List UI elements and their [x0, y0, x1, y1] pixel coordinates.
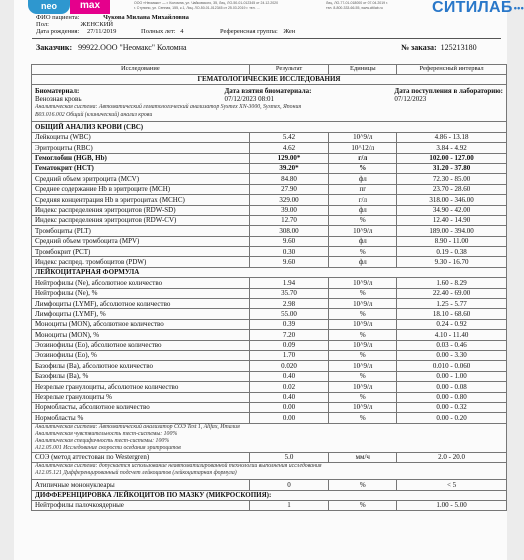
age-value: 4: [180, 28, 184, 35]
band-name: Нейтрофилы палочкоядерные: [32, 500, 250, 510]
diff-title: ДИФФЕРЕНЦИРОВКА ЛЕЙКОЦИТОВ ПО МАЗКУ (МИКРОСКОПИЯ):: [32, 490, 507, 500]
reference-range: 23.70 - 28.60: [397, 184, 507, 194]
citilab-logo: СИТИЛАБ•••: [432, 0, 524, 16]
result-value: 12.70: [249, 215, 329, 225]
table-row: [32, 288, 507, 298]
esr-name: СОЭ (метод аттестован по Westergren): [32, 452, 250, 462]
received-value: 07/12/2023: [394, 95, 427, 104]
reference-range: 4.86 - 13.18: [397, 132, 507, 142]
atyp-note-1: Аналитическая система: допускается использование неавтоматизированной технологии выполнения исследования: [35, 463, 322, 470]
reference-range: 0.00 - 0.32: [397, 402, 507, 412]
table-row: [32, 247, 507, 257]
col-header-units: Единицы: [329, 65, 397, 75]
result-value: 2.98: [249, 299, 329, 309]
result-value: 7.20: [249, 330, 329, 340]
test-name: Средняя концентрация Hb в эритроцитах (MCHC): [32, 195, 250, 205]
table-row: [32, 226, 507, 236]
order-label: № заказа:: [401, 43, 437, 52]
unit-value: пг: [329, 184, 397, 194]
reference-range: 31.20 - 37.80: [397, 163, 507, 173]
test-name: Индекс распределения эритроцитов (RDW-SD): [32, 205, 250, 215]
patient-name: Чукова Милана Михайловна: [103, 14, 189, 21]
table-row: [32, 205, 507, 215]
unit-value: фл: [329, 257, 397, 267]
unit-value: %: [329, 350, 397, 360]
taken-label: Дата взятия биоматериала:: [224, 87, 312, 96]
table-row: [32, 299, 507, 309]
fio-label: ФИО пациента:: [36, 14, 80, 21]
test-name: Нейтрофилы (Ne), %: [32, 288, 250, 298]
unit-value: %: [329, 371, 397, 381]
biomaterial-label: Биоматериал:: [35, 87, 80, 96]
band-result: 1: [249, 500, 329, 510]
birth-date: 27/11/2019: [86, 28, 117, 35]
order-number: 125213180: [440, 43, 477, 52]
table-row: [32, 163, 507, 173]
reference-range: 34.90 - 42.00: [397, 205, 507, 215]
biomaterial-value: Венозная кровь: [35, 95, 82, 104]
unit-value: %: [329, 392, 397, 402]
test-name: Индекс распред. тромбоцитов (PDW): [32, 257, 250, 267]
result-value: 39.20*: [249, 163, 329, 173]
table-header-row: [32, 65, 507, 75]
result-value: 0.00: [249, 413, 329, 423]
unit-value: 10^9/л: [329, 361, 397, 371]
esr-unit: мм/ч: [329, 452, 397, 462]
table-row: [32, 392, 507, 402]
atyp-unit: %: [329, 480, 397, 490]
test-name: Средний объем тромбоцита (MPV): [32, 236, 250, 246]
age-field: [141, 28, 183, 36]
band-unit: %: [329, 500, 397, 510]
result-value: 27.90: [249, 184, 329, 194]
reference-range: 9.30 - 16.70: [397, 257, 507, 267]
ref-group-field: [220, 28, 295, 36]
unit-value: %: [329, 413, 397, 423]
section-title-row: [32, 75, 507, 85]
table-row: [32, 132, 507, 142]
cbc-title-row: [32, 122, 507, 132]
birth-label: Дата рождения:: [36, 28, 80, 35]
reference-range: 1.60 - 8.29: [397, 278, 507, 288]
esr-notes-row: [32, 423, 507, 452]
atyp-note-2: A12.05.121 Дифференцированный подсчет лейкоцитов (лейкоцитарная формула): [35, 470, 237, 477]
result-value: 0.09: [249, 340, 329, 350]
results-table: [31, 64, 507, 511]
reference-range: 1.25 - 5.77: [397, 299, 507, 309]
esr-note-1: Аналитическая система: Автоматический анализатор СОЭ Test 1, Alifax, Италия: [35, 423, 240, 430]
test-name: Нормобласты %: [32, 413, 250, 423]
table-row: [32, 330, 507, 340]
table-row: [32, 143, 507, 153]
result-value: 35.70: [249, 288, 329, 298]
test-name: Тромбоциты (PLT): [32, 226, 250, 236]
reference-range: 0.00 - 3.30: [397, 350, 507, 360]
biomaterial-cell: [32, 85, 507, 122]
table-row: [32, 413, 507, 423]
unit-value: фл: [329, 205, 397, 215]
patient-birth-row: [36, 28, 116, 36]
table-row: [32, 236, 507, 246]
reference-range: 0.00 - 0.80: [397, 392, 507, 402]
test-name: Индекс распределения эритроцитов (RDW-CV): [32, 215, 250, 225]
unit-value: 10^12/л: [329, 143, 397, 153]
result-value: 1.70: [249, 350, 329, 360]
leuko-title: ЛЕЙКОЦИТАРНАЯ ФОРМУЛА: [32, 267, 507, 277]
reference-range: 18.10 - 68.60: [397, 309, 507, 319]
neo-logo: neo: [28, 0, 70, 14]
result-value: 329.00: [249, 195, 329, 205]
header-address-2: г. Ступино, ул. Сенная, 155, к.1, Лиц. ЛО-50-01-012345 от 25.03.2019 г. тел. ...: [134, 6, 260, 10]
header-license-right: Лиц. ЛО-77-01-018000 от 07.04.2019 г.: [326, 1, 388, 5]
col-header-reference: Референсный интервал: [397, 65, 507, 75]
unit-value: %: [329, 163, 397, 173]
taken-value: 07/12/2023 08:01: [224, 95, 275, 104]
esr-ref: 2.0 - 20.0: [397, 452, 507, 462]
esr-note-4: A12.05.001 Исследование скорости оседания эритроцитов: [35, 444, 181, 451]
table-row: [32, 319, 507, 329]
table-row: [32, 340, 507, 350]
test-name: Нейтрофилы (Ne), абсолютное количество: [32, 278, 250, 288]
section-title: ГЕМАТОЛОГИЧЕСКИЕ ИССЛЕДОВАНИЯ: [32, 75, 507, 85]
customer-label: Заказчик:: [36, 43, 73, 52]
sex-label: Пол:: [36, 21, 49, 28]
analyzer-note: Аналитическая система: Автоматический гематологический анализатор Sysmex XN-3000, Sysmex, Япония: [35, 104, 302, 111]
age-label: Полных лет:: [141, 28, 176, 35]
biomaterial-dates: [35, 87, 503, 103]
order-number-field: [401, 43, 477, 52]
unit-value: %: [329, 215, 397, 225]
result-value: 1.94: [249, 278, 329, 288]
reference-range: 189.00 - 394.00: [397, 226, 507, 236]
reference-range: 3.84 - 4.92: [397, 143, 507, 153]
table-row: [32, 402, 507, 412]
reference-range: 0.00 - 1.00: [397, 371, 507, 381]
test-name: Гемоглобин (HGB, Hb): [32, 153, 250, 163]
test-name: Средний объем эритроцита (MCV): [32, 174, 250, 184]
table-row: [32, 382, 507, 392]
band-row: [32, 500, 507, 510]
cbc-title: ОБЩИЙ АНАЛИЗ КРОВИ (CBC): [32, 122, 507, 132]
table-row: [32, 257, 507, 267]
unit-value: фл: [329, 236, 397, 246]
ref-group-label: Референсная группа:: [220, 28, 278, 35]
table-row: [32, 195, 507, 205]
unit-value: г/л: [329, 195, 397, 205]
test-name: Эритроциты (RBC): [32, 143, 250, 153]
header-divider: [32, 38, 501, 39]
reference-range: 0.03 - 0.46: [397, 340, 507, 350]
test-name: Гематокрит (HCT): [32, 163, 250, 173]
reference-range: 22.40 - 69.00: [397, 288, 507, 298]
result-value: 55.00: [249, 309, 329, 319]
biomaterial-row: [32, 85, 507, 122]
test-name: Тромбокрит (PCT): [32, 247, 250, 257]
test-name: Среднее содержание Hb в эритроците (MCH): [32, 184, 250, 194]
test-name: Базофилы (Ba), %: [32, 371, 250, 381]
result-value: 0.00: [249, 402, 329, 412]
test-name: Базофилы (Ba), абсолютное количество: [32, 361, 250, 371]
header-contacts-right: тел. 8-800-333-66-55, www.citilab.ru: [326, 6, 383, 10]
test-name: Эозинофилы (Eo), %: [32, 350, 250, 360]
result-value: 0.020: [249, 361, 329, 371]
lab-report-page: [14, 0, 524, 560]
col-header-test: Исследование: [32, 65, 250, 75]
table-row: [32, 309, 507, 319]
result-value: 0.40: [249, 371, 329, 381]
reference-range: 0.19 - 0.38: [397, 247, 507, 257]
reference-range: 318.00 - 346.00: [397, 195, 507, 205]
result-value: 129.00*: [249, 153, 329, 163]
reference-range: 4.10 - 11.40: [397, 330, 507, 340]
atyp-row: [32, 480, 507, 490]
unit-value: 10^9/л: [329, 299, 397, 309]
unit-value: фл: [329, 174, 397, 184]
table-row: [32, 371, 507, 381]
esr-row: [32, 452, 507, 462]
unit-value: 10^9/л: [329, 402, 397, 412]
result-value: 0.39: [249, 319, 329, 329]
esr-note-2: Аналитическая чувствительность тест-системы: 100%: [35, 430, 178, 437]
unit-value: 10^9/л: [329, 319, 397, 329]
unit-value: %: [329, 247, 397, 257]
test-name: Моноциты (MON), абсолютное количество: [32, 319, 250, 329]
test-name: Незрелые гранулоциты, абсолютное количество: [32, 382, 250, 392]
unit-value: %: [329, 288, 397, 298]
table-row: [32, 174, 507, 184]
result-value: 4.62: [249, 143, 329, 153]
table-row: [32, 153, 507, 163]
reference-range: 72.30 - 85.00: [397, 174, 507, 184]
reference-range: 8.90 - 11.00: [397, 236, 507, 246]
col-header-result: Результат: [249, 65, 329, 75]
leuko-title-row: [32, 267, 507, 277]
customer-row: [36, 43, 499, 52]
atyp-name: Атипичные мононуклеары: [32, 480, 250, 490]
test-name: Лимфоциты (LYMF), абсолютное количество: [32, 299, 250, 309]
test-name: Моноциты (MON), %: [32, 330, 250, 340]
result-value: 0.30: [249, 247, 329, 257]
leuko-rows: [32, 278, 507, 423]
test-name: Эозинофилы (Eo), абсолютное количество: [32, 340, 250, 350]
unit-value: 10^9/л: [329, 340, 397, 350]
atyp-notes: [32, 463, 507, 480]
received-label: Дата поступления в лабораторию:: [394, 87, 503, 96]
cbc-rows: [32, 132, 507, 267]
reference-range: 0.00 - 0.08: [397, 382, 507, 392]
atyp-result: 0: [249, 480, 329, 490]
result-value: 39.00: [249, 205, 329, 215]
atyp-notes-row: [32, 463, 507, 480]
customer-value: 99922.ООО "Неомакс" Коломна: [78, 43, 187, 52]
result-value: 0.02: [249, 382, 329, 392]
ref-group-value: Жен: [283, 28, 296, 35]
reference-range: 102.00 - 127.00: [397, 153, 507, 163]
band-ref: 1.00 - 5.00: [397, 500, 507, 510]
patient-sex: ЖЕНСКИЙ: [80, 21, 114, 28]
result-value: 5.42: [249, 132, 329, 142]
test-name: Незрелые гранулоциты %: [32, 392, 250, 402]
reference-range: 0.010 - 0.060: [397, 361, 507, 371]
diff-title-row: [32, 490, 507, 500]
test-name: Лимфоциты (LYMF), %: [32, 309, 250, 319]
unit-value: 10^9/л: [329, 278, 397, 288]
result-value: 9.60: [249, 257, 329, 267]
reference-range: 12.40 - 14.90: [397, 215, 507, 225]
test-name: Нормобласты, абсолютное количество: [32, 402, 250, 412]
table-row: [32, 278, 507, 288]
max-logo: max: [70, 0, 110, 14]
esr-note-3: Аналитическая специфичность тест-системы: 100%: [35, 437, 170, 444]
test-name: Лейкоциты (WBC): [32, 132, 250, 142]
result-value: 84.80: [249, 174, 329, 184]
reference-range: 0.24 - 0.92: [397, 319, 507, 329]
result-value: 0.40: [249, 392, 329, 402]
table-row: [32, 184, 507, 194]
unit-value: 10^9/л: [329, 226, 397, 236]
esr-result: 5.0: [249, 452, 329, 462]
table-row: [32, 361, 507, 371]
code-note: B03.016.002 Общий (клинический) анализ крови: [35, 111, 153, 118]
reference-range: 0.00 - 0.20: [397, 413, 507, 423]
unit-value: %: [329, 309, 397, 319]
unit-value: г/л: [329, 153, 397, 163]
result-value: 308.00: [249, 226, 329, 236]
table-row: [32, 215, 507, 225]
header-address-1: ООО «Неомакс» — г. Коломна, ул. Чайковского, 35, Лиц. ЛО-50-01-012345 от 24.12.2020: [134, 1, 279, 5]
esr-notes: [32, 423, 507, 452]
unit-value: 10^9/л: [329, 132, 397, 142]
result-value: 9.60: [249, 236, 329, 246]
unit-value: %: [329, 330, 397, 340]
unit-value: 10^9/л: [329, 382, 397, 392]
table-row: [32, 350, 507, 360]
atyp-ref: < 5: [397, 480, 507, 490]
